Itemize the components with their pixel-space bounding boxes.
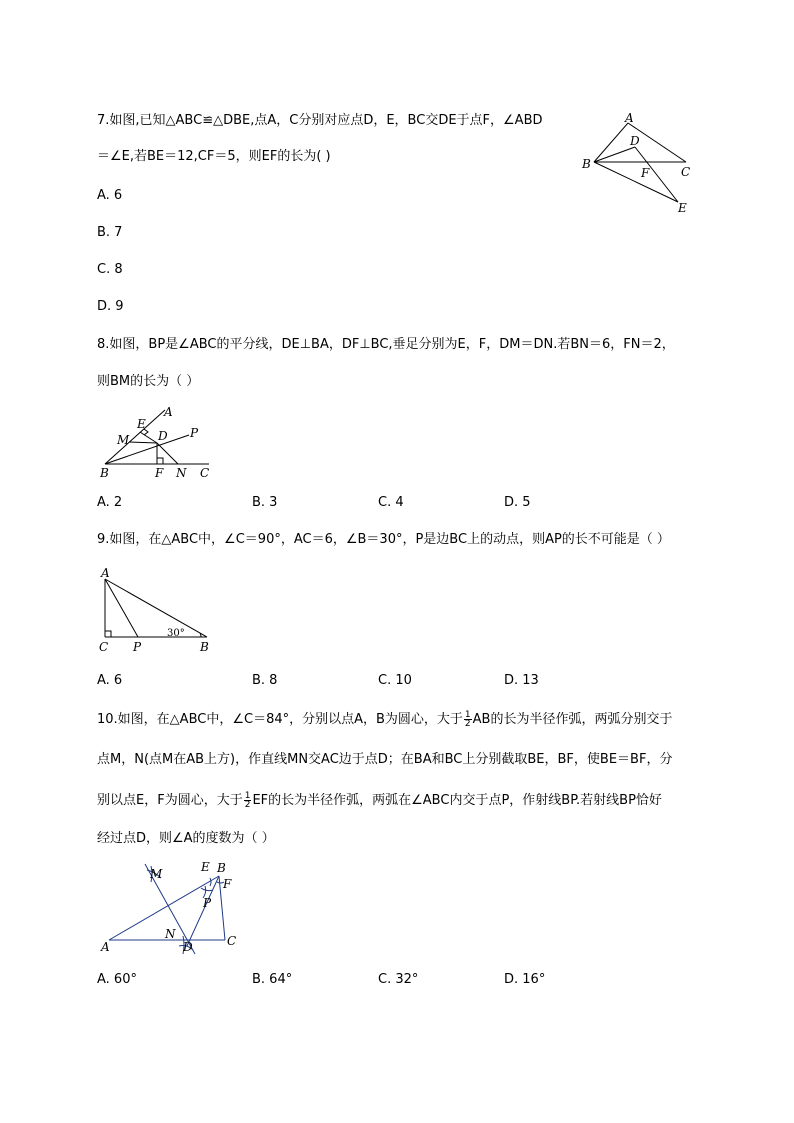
q8-label-E: E — [137, 417, 146, 431]
q8-right-angle-F — [157, 458, 163, 464]
q9-right-angle-C — [105, 631, 111, 637]
q8-label-P: P — [190, 426, 199, 440]
q7-segment-BE — [594, 162, 678, 202]
q10-label-A: A — [101, 940, 110, 954]
q10-text-line1-b: AB的长为半径作弧，两弧分别交于 — [472, 712, 673, 727]
q8-label-D: D — [158, 429, 168, 443]
q10-label-N: N — [165, 927, 176, 941]
q10-label-M: M — [150, 867, 163, 881]
q8-label-N: N — [176, 466, 187, 480]
q10-fraction-den: 2 — [464, 719, 471, 729]
q8-option-b: B. 3 — [252, 495, 278, 510]
q8-option-d: D. 5 — [504, 495, 531, 510]
q9-option-c: C. 10 — [378, 673, 412, 688]
q10-label-E: E — [201, 860, 210, 874]
q8-segment-DN — [157, 443, 178, 464]
q10-option-a: A. 60° — [97, 972, 137, 987]
q10-fraction-den-2: 2 — [244, 800, 251, 810]
q7-figure — [580, 110, 700, 220]
q10-label-P: P — [203, 896, 212, 910]
q8-text-line2: 则BM的长为（ ） — [97, 374, 200, 389]
q9-label-angle-30: 30° — [167, 628, 185, 639]
q9-segment-AB — [105, 579, 207, 637]
q9-figure — [97, 565, 217, 655]
q10-label-C: C — [227, 934, 237, 948]
q7-label-A: A — [625, 111, 634, 125]
q9-label-C: C — [99, 640, 109, 654]
q7-label-E: E — [678, 201, 687, 215]
q10-arc-E — [210, 878, 211, 886]
q10-figure — [97, 858, 257, 958]
q9-option-d: D. 13 — [504, 673, 539, 688]
q7-option-b: B. 7 — [97, 225, 123, 240]
q8-label-F: F — [155, 466, 164, 480]
q9-label-B: B — [200, 640, 209, 654]
q7-label-B: B — [582, 157, 591, 171]
q7-text-line2: ＝∠E,若BE＝12,CF＝5，则EF的长为( ) — [97, 149, 331, 164]
q8-option-c: C. 4 — [378, 495, 404, 510]
q9-option-b: B. 8 — [252, 673, 278, 688]
q10-text-line3-b: EF的长为半径作弧，两弧在∠ABC内交于点P，作射线BP.若射线BP恰好 — [252, 793, 662, 808]
q8-segment-MD — [129, 442, 157, 443]
q10-option-d: D. 16° — [504, 972, 546, 987]
q8-text-line1: 8.如图，BP是∠ABC的平分线，DE⊥BA，DF⊥BC,垂足分别为E，F，DM＝DN.若BN＝6，FN＝2， — [97, 337, 675, 352]
q7-label-D: D — [630, 134, 640, 148]
q8-segment-ED — [140, 432, 157, 443]
q10-arc-P1 — [201, 888, 213, 891]
q9-segment-AP — [105, 579, 138, 637]
q7-option-c: C. 8 — [97, 262, 123, 277]
q10-text-line2: 点M，N(点M在AB上方)，作直线MN交AC边于点D；在BA和BC上分别截取BE，BF，使BE＝BF，分 — [97, 752, 673, 767]
q7-label-F: F — [641, 166, 650, 180]
q10-text-line3-a: 别以点E，F为圆心，大于 — [97, 793, 243, 808]
q10-option-b: B. 64° — [252, 972, 293, 987]
q8-ray-BA — [105, 410, 165, 464]
q9-label-A: A — [101, 566, 110, 580]
q10-text-line1-a: 10.如图，在△ABC中，∠C＝84°，分别以点A，B为圆心，大于 — [97, 712, 463, 727]
q10-fraction-num-2: 1 — [244, 791, 251, 801]
q8-label-M: M — [117, 433, 130, 447]
q9-label-P: P — [133, 640, 142, 654]
q7-label-C: C — [681, 165, 691, 179]
q10-label-F: F — [223, 877, 232, 891]
q9-text-line1: 9.如图，在△ABC中，∠C＝90°，AC＝6，∠B＝30°，P是边BC上的动点，则AP的长不可能是（ ） — [97, 532, 670, 547]
q10-label-B: B — [217, 861, 226, 875]
q9-option-a: A. 6 — [97, 673, 123, 688]
q10-label-D: D — [183, 940, 193, 954]
q10-text-line1 — [97, 711, 672, 728]
q8-label-A: A — [164, 405, 173, 419]
q10-ray-BP — [187, 876, 219, 946]
q7-option-d: D. 9 — [97, 299, 124, 314]
q8-figure — [97, 402, 217, 482]
q10-fraction-half-2 — [244, 792, 252, 809]
q10-fraction-half — [464, 711, 472, 728]
q10-text-line4: 经过点D，则∠A的度数为（ ） — [97, 831, 275, 846]
q8-label-C: C — [200, 466, 210, 480]
q7-option-a: A. 6 — [97, 188, 123, 203]
q10-option-c: C. 32° — [378, 972, 419, 987]
q10-text-line3 — [97, 792, 662, 809]
q8-option-a: A. 2 — [97, 495, 123, 510]
q10-fraction-num: 1 — [464, 710, 471, 720]
q8-label-B: B — [100, 466, 109, 480]
q7-text-line1: 7.如图,已知△ABC≌△DBE,点A，C分别对应点D，E，BC交DE于点F，∠ABD — [97, 113, 543, 128]
